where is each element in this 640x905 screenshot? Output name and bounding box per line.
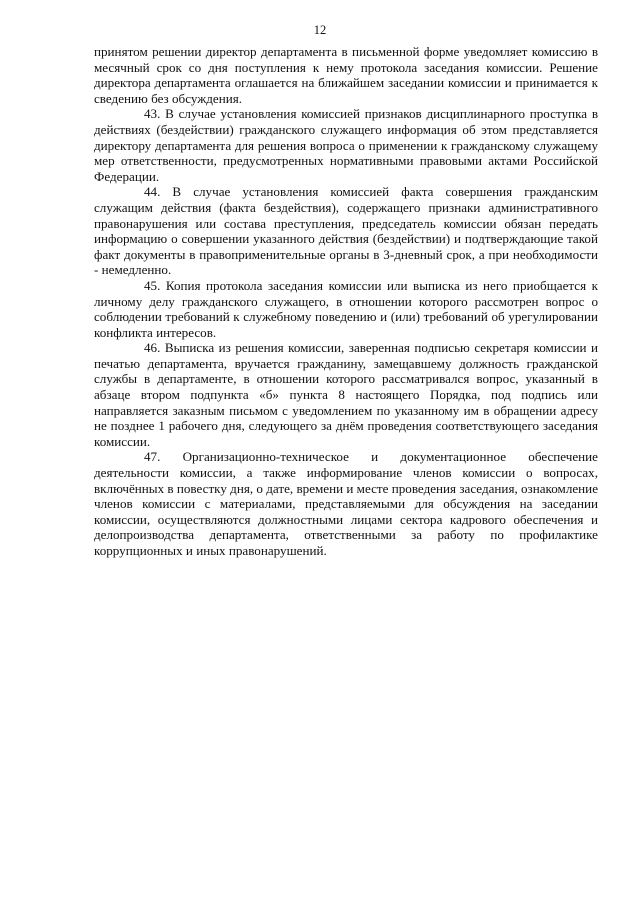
page-number: 12 <box>313 23 327 37</box>
paragraph-47: 47. Организационно-техническое и документационное обеспечение деятельности комиссии, а также информирование членов комиссии о вопросах, включённых в повестку дня, о дате, времени и месте проведения заседания, ознакомление членов комиссии с материалами, представляемыми для обсуждения на заседании комиссии, осуществляются должностными лицами сектора кадрового обеспечения и делопроизводства департамента, ответственными за работу по профилактике коррупционных и иных правонарушений. <box>94 449 598 558</box>
paragraph-43: 43. В случае установления комиссией признаков дисциплинарного проступка в действиях (бездействии) гражданского служащего информация об этом представляется директору департамента для решения вопроса о применении к гражданскому служащему мер ответственности, предусмотренных нормативными правовыми актами Российской Федерации. <box>94 106 598 184</box>
paragraph-continuation: принятом решении директор департамента в письменной форме уведомляет комиссию в месячный срок со дня поступления к нему протокола заседания комиссии. Решение директора департамента оглашается на ближайшем заседании комиссии и принимается к сведению без обсуждения. <box>94 44 598 106</box>
paragraph-44: 44. В случае установления комиссией факта совершения гражданским служащим действия (факта бездействия), содержащего признаки административного правонарушения или состава преступления, председатель комиссии обязан передать информацию о совершении указанного действия (бездействии) и подтверждающие такой факт документы в правоприменительные органы в 3-дневный срок, а при необходимости - немедленно. <box>94 184 598 278</box>
document-body <box>94 44 598 559</box>
paragraph-46: 46. Выписка из решения комиссии, заверенная подписью секретаря комиссии и печатью департамента, вручается гражданину, замещавшему должность гражданской службы в департаменте, в отношении которого рассматривался вопрос, указанный в абзаце втором подпункта «б» пункта 8 настоящего Порядка, под подпись или направляется заказным письмом с уведомлением по указанному им в обращении адресу не позднее 1 рабочего дня, следующего за днём проведения соответствующего заседания комиссии. <box>94 340 598 449</box>
paragraph-45: 45. Копия протокола заседания комиссии или выписка из него приобщается к личному делу гражданского служащего, в отношении которого рассмотрен вопрос о соблюдении требований к служебному поведению и (или) требований об урегулировании конфликта интересов. <box>94 277 598 340</box>
